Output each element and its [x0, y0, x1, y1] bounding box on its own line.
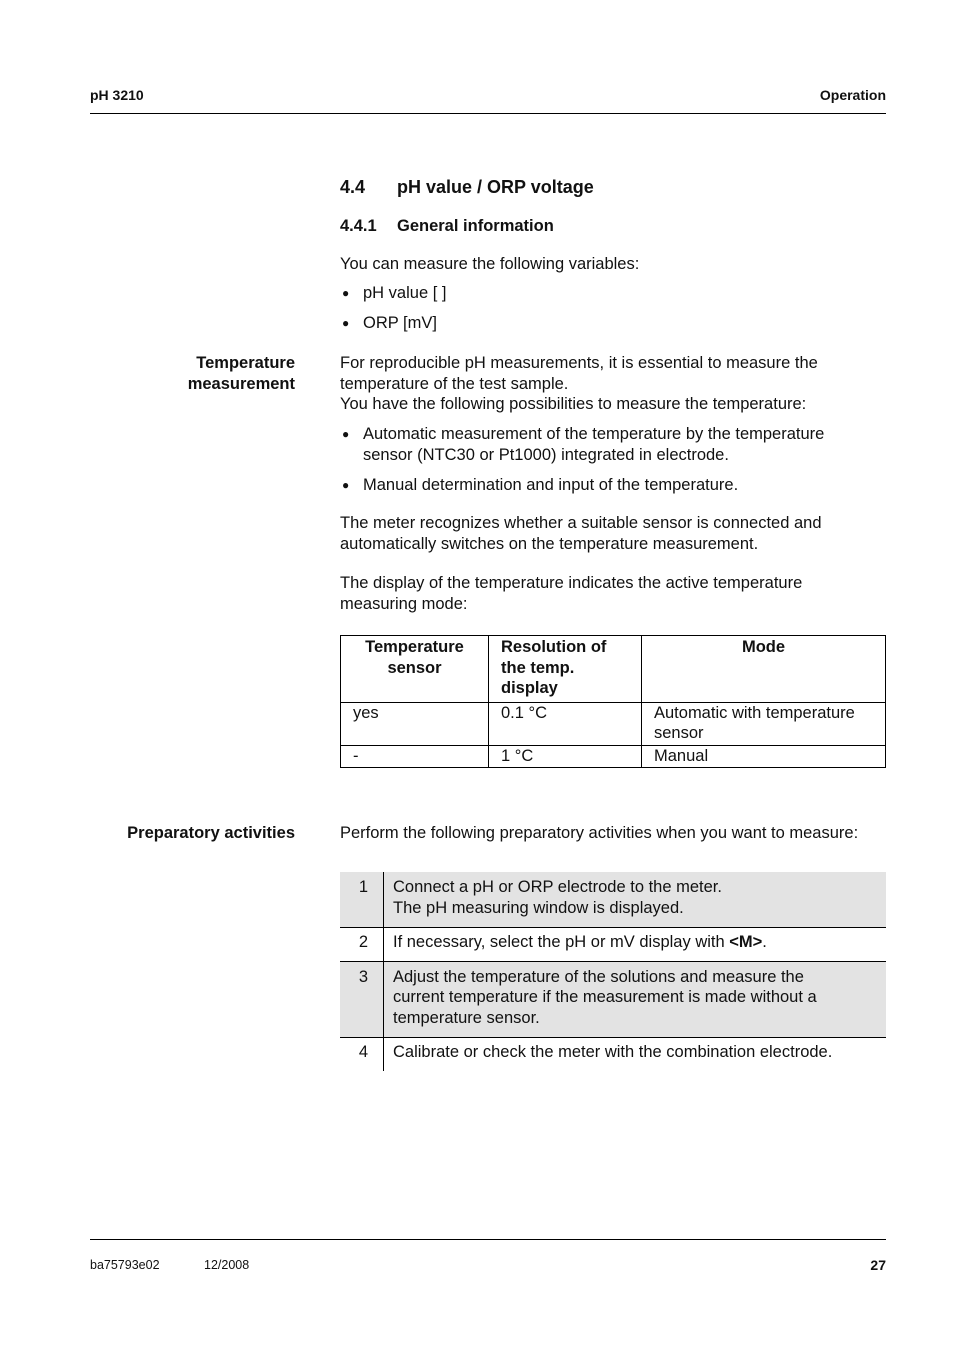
table-row: [341, 702, 886, 745]
bullet-icon: ●: [342, 427, 350, 441]
header-sensor: Temperature sensor: [341, 636, 489, 703]
temperature-bullet-manual: Manual determination and input of the temperature.: [363, 476, 739, 494]
temperature-paragraph: For reproducible pH measurements, it is essential to measure the temperature of the test sample. You have the following possibilities to measure the temperature:: [340, 354, 818, 413]
step-number: 3: [340, 962, 384, 1038]
side-heading-preparatory: Preparatory activities: [127, 824, 295, 842]
side-heading-temperature: Temperature measurement: [187, 354, 295, 393]
header-product: pH 3210: [90, 87, 144, 103]
intro-text: You can measure the following variables:: [340, 255, 640, 273]
subsection-title: General information: [397, 217, 554, 235]
intro-bullet-orp: ORP [mV]: [363, 314, 437, 332]
bullet-icon: ●: [342, 286, 350, 300]
step-number: 4: [340, 1038, 384, 1071]
step-text: Connect a pH or ORP electrode to the meter. The pH measuring window is displayed.: [393, 878, 722, 917]
preparatory-intro: Perform the following preparatory activities when you want to measure:: [340, 824, 859, 842]
key-m: <M>: [729, 933, 763, 951]
cell-sensor: -: [341, 745, 489, 768]
display-paragraph: The display of the temperature indicates the active temperature measuring mode:: [340, 574, 803, 613]
section-number: 4.4: [340, 177, 366, 197]
footer-rule: [90, 1239, 886, 1240]
cell-resolution: 0.1 °C: [489, 702, 642, 745]
subsection-number: 4.4.1: [340, 217, 377, 235]
cell-sensor: yes: [341, 702, 489, 745]
bullet-icon: ●: [342, 478, 350, 492]
step-number: 2: [340, 928, 384, 961]
cell-resolution: 1 °C: [489, 745, 642, 768]
step-item: [340, 962, 886, 1038]
cell-mode: Manual: [642, 745, 886, 768]
cell-mode: Automatic with temperature sensor: [642, 702, 886, 745]
step-text: Adjust the temperature of the solutions and measure the current temperature if the measurement is made without a temperature sensor.: [393, 967, 817, 1027]
bullet-icon: ●: [342, 316, 350, 330]
header-resolution: Resolution of the temp. display: [489, 636, 642, 703]
steps-list: [340, 872, 886, 1071]
header-mode: Mode: [642, 636, 886, 703]
temperature-bullet-automatic: Automatic measurement of the temperature by the temperature sensor (NTC30 or Pt1000) integrated in electrode.: [363, 425, 825, 464]
header-rule: [90, 113, 886, 114]
recognition-paragraph: The meter recognizes whether a suitable sensor is connected and automatically switches on the temperature measurement.: [340, 514, 822, 553]
section-title: pH value / ORP voltage: [397, 177, 594, 197]
step-text: If necessary, select the pH or mV display with <M>.: [393, 933, 767, 951]
temperature-mode-table: [340, 635, 886, 768]
footer-date: 12/2008: [204, 1258, 250, 1272]
footer-doc-id: ba75793e02: [90, 1258, 160, 1272]
intro-bullet-ph: pH value [ ]: [363, 284, 447, 302]
table-header-row: [341, 636, 886, 703]
page-number: 27: [870, 1257, 886, 1273]
step-text: Calibrate or check the meter with the combination electrode.: [393, 1043, 833, 1061]
step-item: [340, 872, 886, 927]
step-item: [340, 928, 886, 961]
step-number: 1: [340, 872, 384, 927]
header-chapter: Operation: [819, 87, 886, 103]
table-row: [341, 745, 886, 768]
step-item: [340, 1038, 886, 1071]
